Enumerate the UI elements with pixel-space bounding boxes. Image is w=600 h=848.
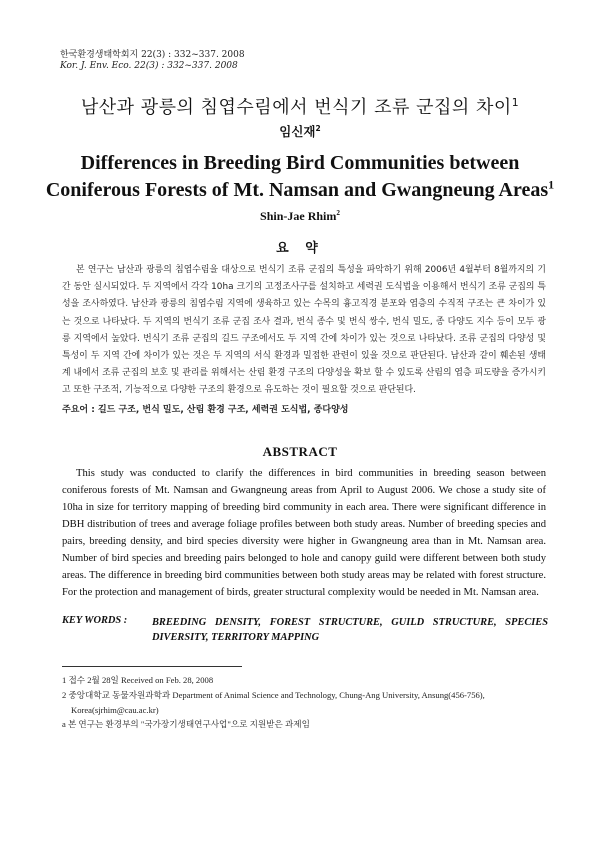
footnote-divider <box>62 666 242 667</box>
journal-citation-korean: 한국환경생태학회지 22(3) : 332~337. 2008 <box>60 50 245 60</box>
footnote-affiliation: 2 중앙대학교 동물자원과학과 Department of Animal Science and Technology, Chung-Ang University, Ansung(456-756), Korea(sjrhim@cau.ac.kr) <box>62 690 485 715</box>
footnote-received: 1 접수 2월 28일 Received on Feb. 28, 2008 <box>62 675 214 685</box>
english-author-footnote-mark: 2 <box>336 209 340 217</box>
korean-abstract-body: 본 연구는 남산과 광릉의 침엽수림을 대상으로 번식기 조류 군집의 특성을 파악하기 위해 2006년 4월부터 8월까지의 기간 동안 실시되었다. 두 지역에서 각각 10ha 크기의 고정조사구를 설치하고 세력권 도식법을 이용해서 번식기 조류 군집의 특성을 조사하였다. 남산과 광릉의 침엽수림 지역에 생육하고 있는 수목의 흉고직경 분포와 엽층의 수직적 구조는 큰 차이가 있는 것으로 나타났다. 두 지역의 번식기 조류 군집 조사 결과, 번식 종수 및 번식 쌍수, 번식 밀도, 종 다양도 지수 등이 모두 광릉 지역에서 높았다. 번식기 조류 군집의 길드 구조에서도 두 지역 간에 차이가 있는 것으로 나타났다. 조류 군집의 다양성 및 특성이 두 지역 간에 차이가 있는 것은 두 지역의 서식 환경과 밀접한 관련이 있을 것으로 판단된다. 남산과 같이 훼손된 생태계 내에서 조류 군집의 보호 및 관리를 위해서는 산림 환경 구조의 다양성을 확보 할 수 있도록 산림의 엽층 피도량을 증가시키고 또한 구조적, 기능적으로 다양한 구조의 환경으로 유도하는 것이 필요할 것으로 판단된다. <box>62 265 546 396</box>
abstract-heading: ABSTRACT <box>262 444 338 459</box>
korean-title-footnote-mark: 1 <box>511 96 520 109</box>
english-author-name: Shin-Jae Rhim <box>260 209 337 223</box>
keywords-label: KEY WORDS : <box>62 615 128 626</box>
korean-author-footnote-mark: 2 <box>315 123 321 133</box>
journal-citation-english: Kor. J. Env. Eco. 22(3) : 332~337. 2008 <box>60 61 238 71</box>
korean-author-name: 임신재 <box>279 124 316 139</box>
korean-keywords: 주요어 : 길드 구조, 번식 밀도, 산림 환경 구조, 세력권 도식법, 종다양성 <box>62 405 349 415</box>
korean-title <box>0 93 600 119</box>
korean-title-text: 남산과 광릉의 침엽수림에서 번식기 조류 군집의 차이 <box>80 97 512 118</box>
keywords-list: BREEDING DENSITY, FOREST STRUCTURE, GUILD STRUCTURE, SPECIES DIVERSITY, TERRITORY MAPPING <box>152 617 548 643</box>
english-title <box>40 150 560 204</box>
english-title-text: Differences in Breeding Bird Communities between Coniferous Forests of Mt. Namsan and Gwangneung Areas <box>45 152 549 201</box>
english-title-footnote-mark: 1 <box>548 177 555 192</box>
abstract-body: This study was conducted to clarify the differences in bird communities in breeding season between coniferous forests of Mt. Namsan and Gwangneung areas from April to August 2006. We chose a study site of 10ha in size for territory mapping of breeding bird community in each area. There were significant difference in DBH distribution of trees and average foliage profiles between both study areas. Number of breeding species and pairs, breeding density, and bird species diversity were higher in Gwangneung area than in Mt. Namsan area. Number of bird species and breeding pairs belonged to hole and canopy guild were different between both study areas. The difference in breeding bird communities between both study areas may be related with forest structure. For the protection and management of birds, greater structural complexity would be needed in Mt. Namsan area. <box>62 468 546 598</box>
english-author <box>0 209 600 224</box>
korean-author <box>0 122 600 140</box>
korean-abstract-heading: 요 약 <box>276 241 324 256</box>
footnote-funding: a 본 연구는 환경부의 "국가장기생태연구사업"으로 지원받은 과제임 <box>62 719 310 729</box>
